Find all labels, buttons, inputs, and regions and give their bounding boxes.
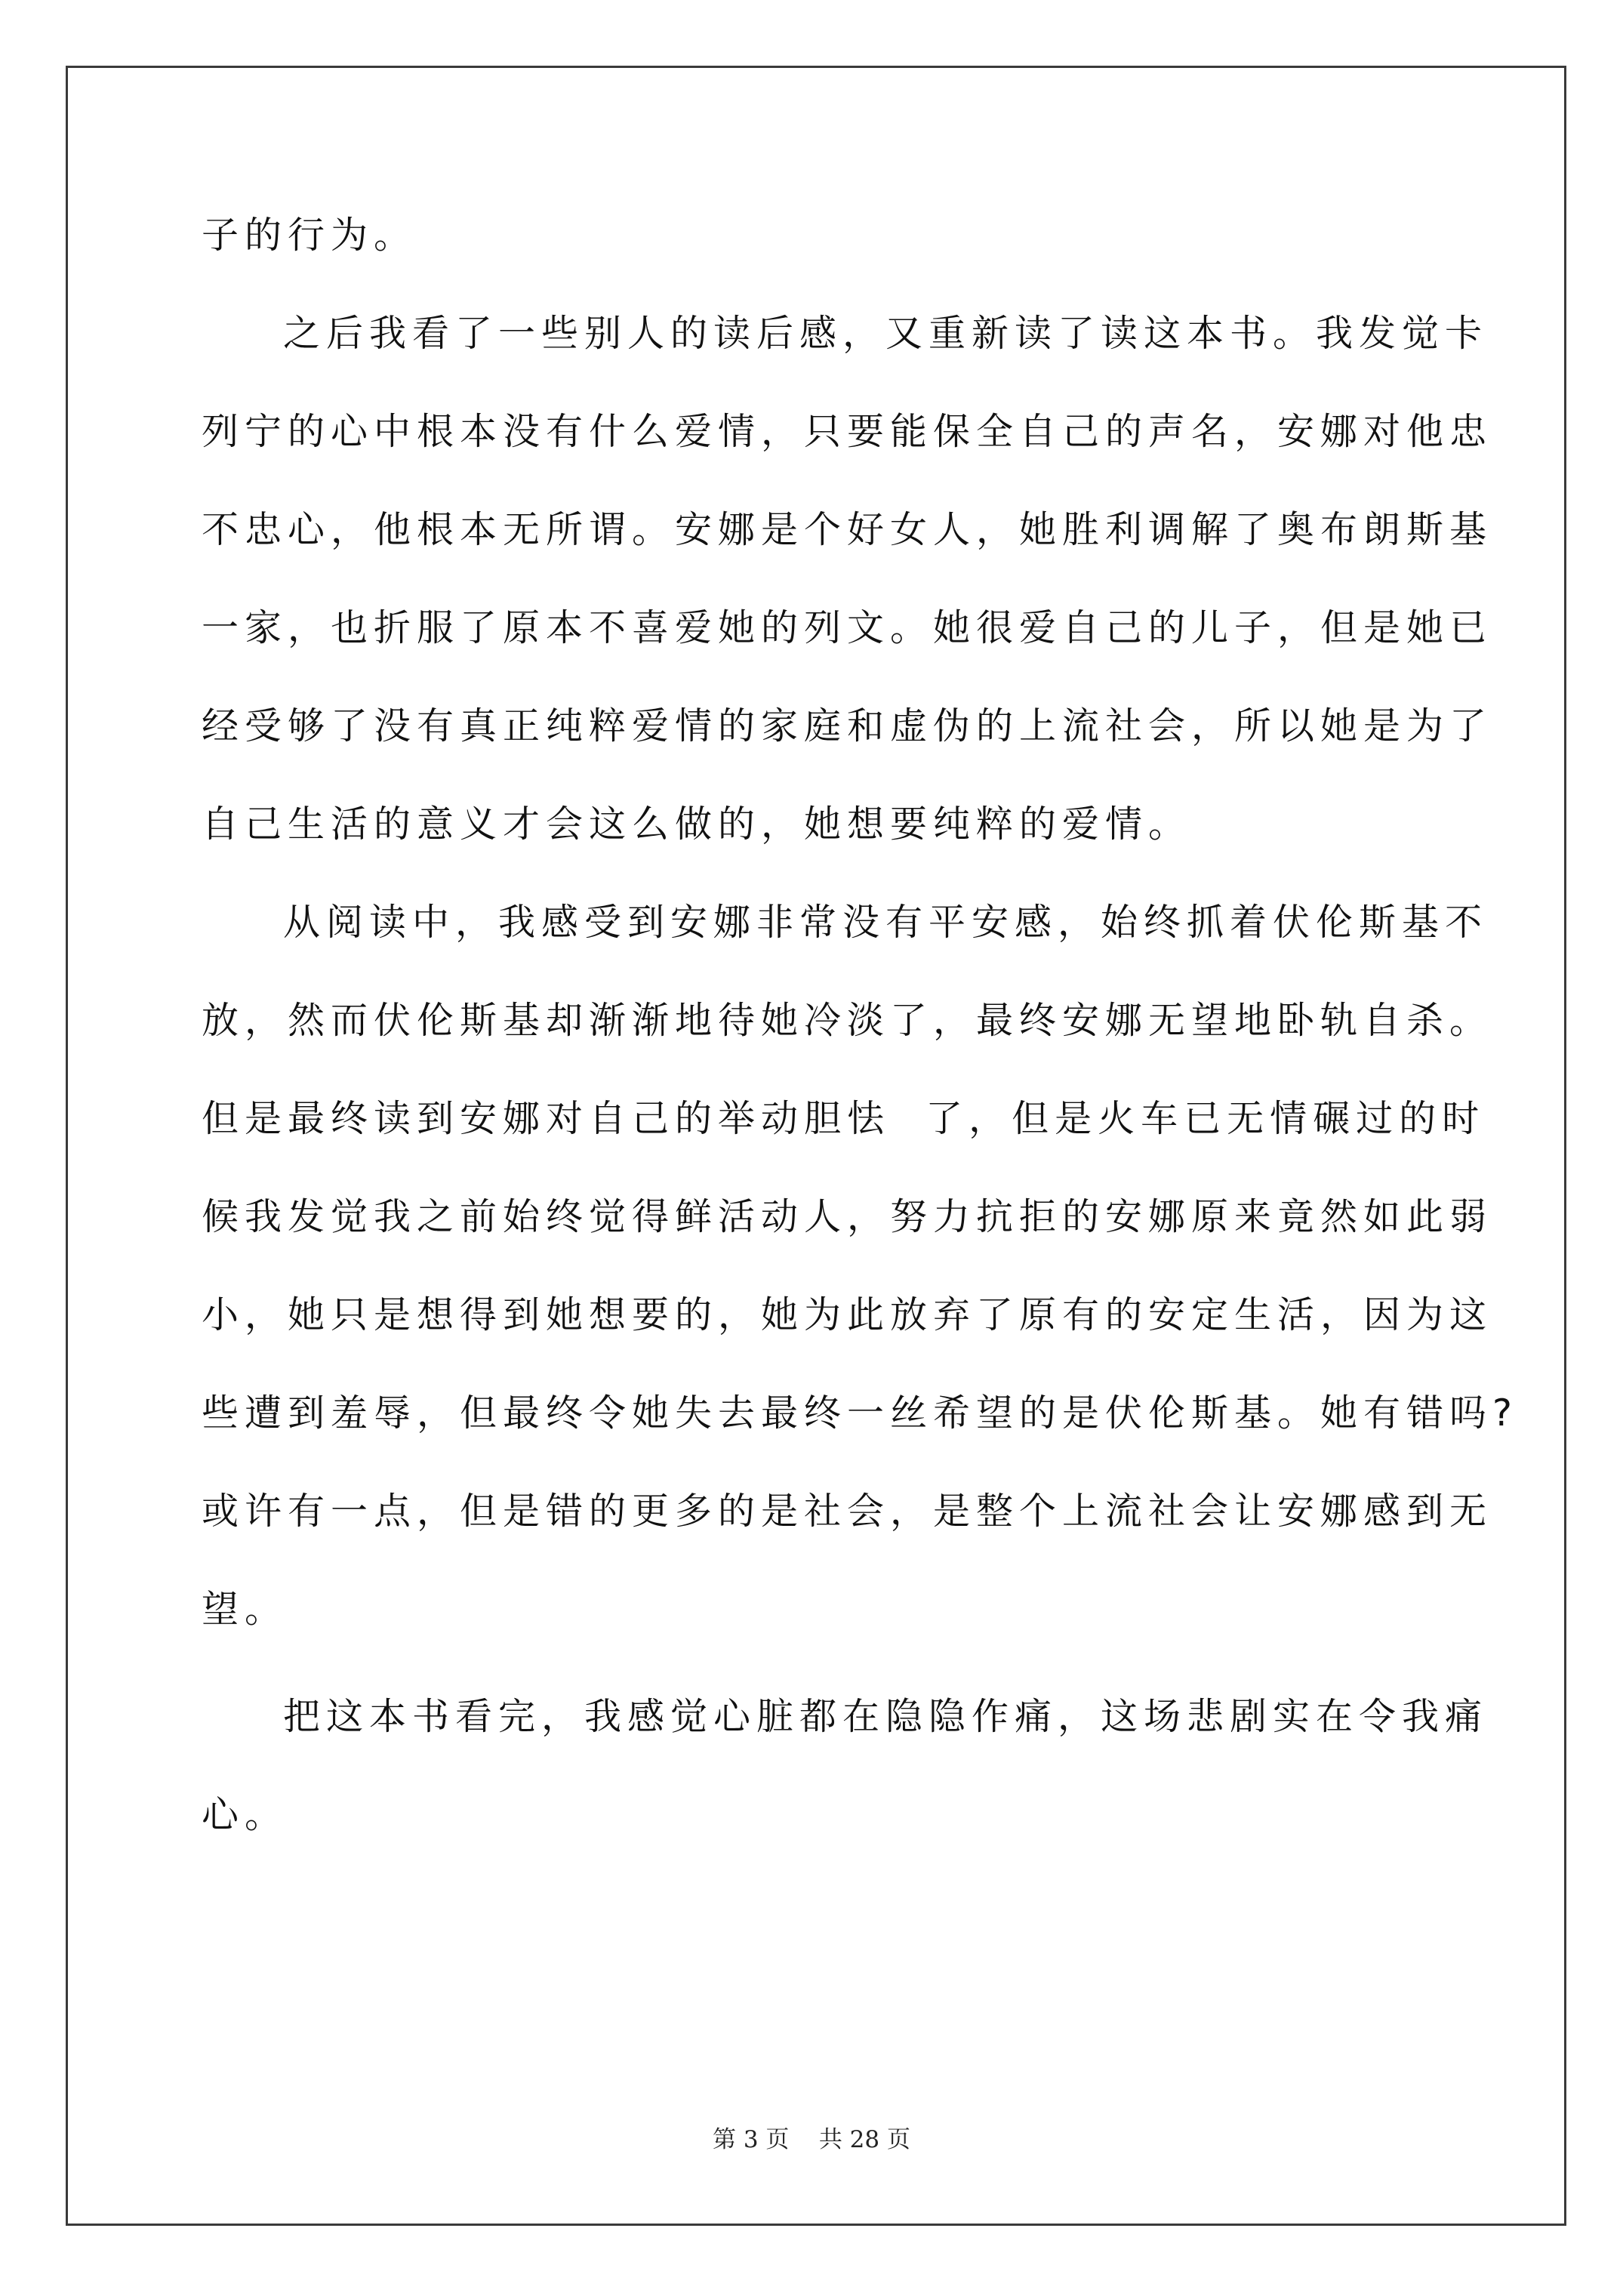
paragraph-line: 些遭到羞辱，但最终令她失去最终一丝希望的是伏伦斯基。她有错吗? bbox=[202, 1391, 1519, 1435]
page-number-footer: 第 3 页 共 28 页 bbox=[712, 2126, 910, 2153]
paragraph-line: 或许有一点，但是错的更多的是社会，是整个上流社会让安娜感到无 bbox=[202, 1490, 1493, 1533]
paragraph-line: 子的行为。 bbox=[202, 214, 417, 257]
paragraph-line: 候我发觉我之前始终觉得鲜活动人，努力抗拒的安娜原来竟然如此弱 bbox=[202, 1195, 1493, 1238]
paragraph-line: 列宁的心中根本没有什么爱情，只要能保全自己的声名，安娜对他忠 bbox=[202, 410, 1493, 453]
paragraph-line: 但是最终读到安娜对自己的举动胆怯 了，但是火车已无情碾过的时 bbox=[202, 1097, 1486, 1140]
paragraph-line: 放，然而伏伦斯基却渐渐地待她冷淡了，最终安娜无望地卧轨自杀。 bbox=[202, 999, 1493, 1042]
document-body bbox=[202, 208, 1519, 1885]
paragraph-line: 心。 bbox=[202, 1793, 288, 1836]
paragraph-line: 小，她只是想得到她想要的，她为此放弃了原有的安定生活，因为这 bbox=[202, 1293, 1493, 1336]
paragraph-line: 一家，也折服了原本不喜爱她的列文。她很爱自己的儿子，但是她已 bbox=[202, 606, 1493, 649]
paragraph-line: 望。 bbox=[202, 1588, 288, 1631]
paragraph-line: 经受够了没有真正纯粹爱情的家庭和虚伪的上流社会，所以她是为了 bbox=[202, 704, 1493, 747]
paragraph-line: 自己生活的意义才会这么做的，她想要纯粹的爱情。 bbox=[202, 803, 1192, 846]
paragraph-line: 不忠心，他根本无所谓。安娜是个好女人，她胜利调解了奥布朗斯基 bbox=[202, 508, 1493, 551]
paragraph-line: 从阅读中，我感受到安娜非常没有平安感，始终抓着伏伦斯基不 bbox=[283, 901, 1489, 944]
paragraph-line: 把这本书看完，我感觉心脏都在隐隐作痛，这场悲剧实在令我痛 bbox=[283, 1695, 1489, 1738]
paragraph-line: 之后我看了一些别人的读后感，又重新读了读这本书。我发觉卡 bbox=[283, 312, 1489, 355]
